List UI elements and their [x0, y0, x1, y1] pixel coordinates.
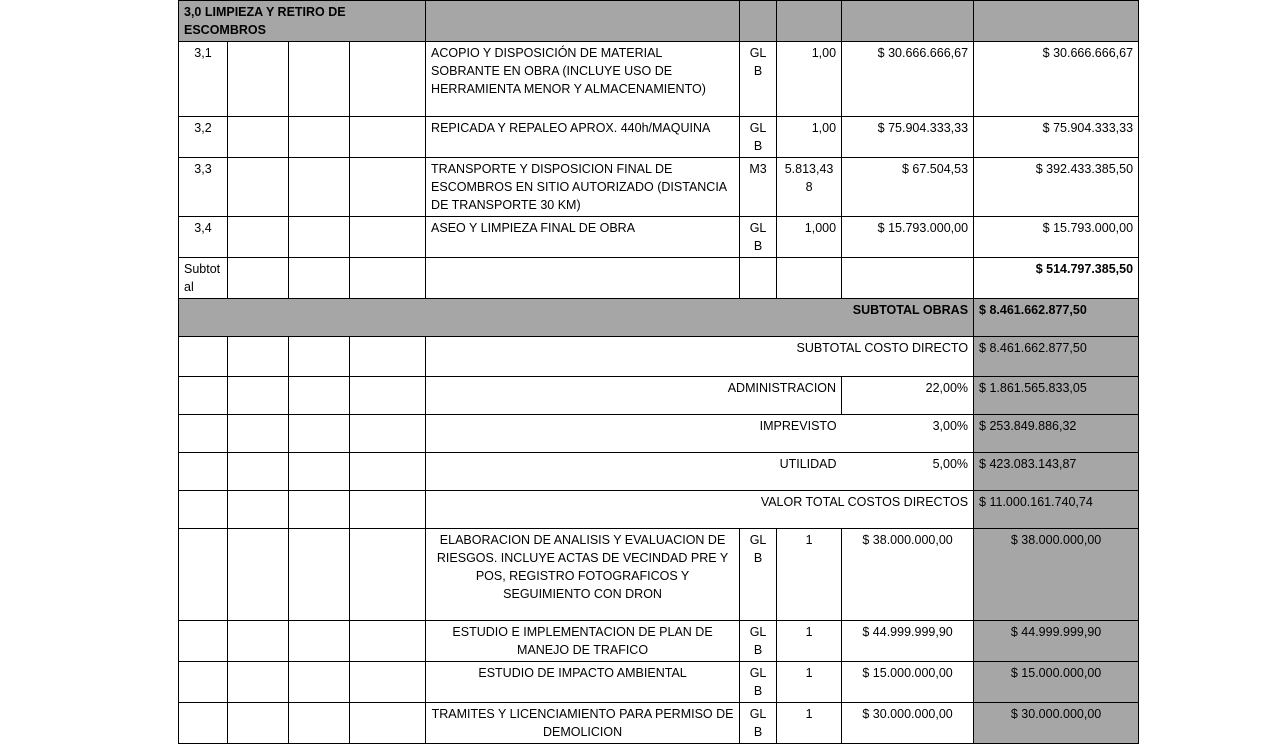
summary-label: SUBTOTAL COSTO DIRECTO	[426, 337, 974, 377]
item-code: 3,2	[179, 117, 228, 158]
subtotal-label: Subtotal	[179, 258, 228, 299]
item-unit-price: $ 30.666.666,67	[842, 42, 974, 117]
table-row	[179, 662, 1139, 703]
extra-unit-price: $ 38.000.000,00	[842, 529, 974, 621]
subtotal-obras-row	[179, 299, 1139, 337]
item-total: $ 30.666.666,67	[974, 42, 1139, 117]
item-code: 3,3	[179, 158, 228, 217]
table-row	[179, 529, 1139, 621]
summary-label: ADMINISTRACION	[426, 377, 842, 415]
item-total: $ 15.793.000,00	[974, 217, 1139, 258]
summary-pct: 3,00%	[842, 415, 974, 453]
summary-row	[179, 415, 1139, 453]
extra-description: ESTUDIO E IMPLEMENTACION DE PLAN DE MANEJO DE TRAFICO	[426, 621, 740, 662]
extra-description: TRAMITES Y LICENCIAMIENTO PARA PERMISO DE DEMOLICION	[426, 703, 740, 744]
extra-total: $ 38.000.000,00	[974, 529, 1139, 621]
extra-unit-price: $ 30.000.000,00	[842, 703, 974, 744]
extra-qty: 1	[777, 662, 842, 703]
item-unit: M3	[740, 158, 777, 217]
item-code: 3,4	[179, 217, 228, 258]
table-row	[179, 217, 1139, 258]
budget-table	[178, 0, 1139, 744]
extra-total: $ 15.000.000,00	[974, 662, 1139, 703]
summary-row	[179, 337, 1139, 377]
item-unit: GL B	[740, 217, 777, 258]
extra-qty: 1	[777, 703, 842, 744]
summary-label: UTILIDAD	[426, 453, 842, 491]
subtotal-obras-value: $ 8.461.662.877,50	[974, 299, 1139, 337]
table-row	[179, 158, 1139, 217]
subtotal-value: $ 514.797.385,50	[974, 258, 1139, 299]
summary-pct: 22,00%	[842, 377, 974, 415]
summary-row	[179, 491, 1139, 529]
summary-value: $ 1.861.565.833,05	[974, 377, 1139, 415]
section-title: 3,0 LIMPIEZA Y RETIRO DE ESCOMBROS	[179, 1, 426, 42]
summary-label: IMPREVISTO	[426, 415, 842, 453]
extra-unit-price: $ 44.999.999,90	[842, 621, 974, 662]
item-qty: 1,00	[777, 42, 842, 117]
subtotal-obras-label: SUBTOTAL OBRAS	[179, 299, 974, 337]
item-qty: 5.813,438	[777, 158, 842, 217]
extra-description: ELABORACION DE ANALISIS Y EVALUACION DE RIESGOS. INCLUYE ACTAS DE VECINDAD PRE Y POS, REGISTRO FOTOGRAFICOS Y SEGUIMIENTO CON DRON	[426, 529, 740, 621]
extra-unit: GL B	[740, 529, 777, 621]
extra-unit: GL B	[740, 662, 777, 703]
item-unit: GL B	[740, 42, 777, 117]
item-description: TRANSPORTE Y DISPOSICION FINAL DE ESCOMBROS EN SITIO AUTORIZADO (DISTANCIA DE TRANSPORTE 30 KM)	[426, 158, 740, 217]
extra-qty: 1	[777, 621, 842, 662]
summary-row	[179, 377, 1139, 415]
table-row	[179, 117, 1139, 158]
item-qty: 1,000	[777, 217, 842, 258]
summary-value: $ 11.000.161.740,74	[974, 491, 1139, 529]
extra-total: $ 30.000.000,00	[974, 703, 1139, 744]
section-header-row	[179, 1, 1139, 42]
summary-pct: 5,00%	[842, 453, 974, 491]
item-description: REPICADA Y REPALEO APROX. 440h/MAQUINA	[426, 117, 740, 158]
summary-label: VALOR TOTAL COSTOS DIRECTOS	[426, 491, 974, 529]
item-unit: GL B	[740, 117, 777, 158]
item-unit-price: $ 67.504,53	[842, 158, 974, 217]
table-row	[179, 42, 1139, 117]
item-unit-price: $ 15.793.000,00	[842, 217, 974, 258]
summary-value: $ 253.849.886,32	[974, 415, 1139, 453]
table-row	[179, 703, 1139, 744]
subtotal-row	[179, 258, 1139, 299]
item-unit-price: $ 75.904.333,33	[842, 117, 974, 158]
extra-unit-price: $ 15.000.000,00	[842, 662, 974, 703]
summary-value: $ 423.083.143,87	[974, 453, 1139, 491]
extra-qty: 1	[777, 529, 842, 621]
summary-row	[179, 453, 1139, 491]
summary-value: $ 8.461.662.877,50	[974, 337, 1139, 377]
item-code: 3,1	[179, 42, 228, 117]
table-row	[179, 621, 1139, 662]
item-qty: 1,00	[777, 117, 842, 158]
item-description: ACOPIO Y DISPOSICIÓN DE MATERIAL SOBRANTE EN OBRA (INCLUYE USO DE HERRAMIENTA MENOR Y ALMACENAMIENTO)	[426, 42, 740, 117]
item-description: ASEO Y LIMPIEZA FINAL DE OBRA	[426, 217, 740, 258]
item-total: $ 392.433.385,50	[974, 158, 1139, 217]
extra-unit: GL B	[740, 703, 777, 744]
extra-total: $ 44.999.999,90	[974, 621, 1139, 662]
extra-description: ESTUDIO DE IMPACTO AMBIENTAL	[426, 662, 740, 703]
item-total: $ 75.904.333,33	[974, 117, 1139, 158]
extra-unit: GL B	[740, 621, 777, 662]
